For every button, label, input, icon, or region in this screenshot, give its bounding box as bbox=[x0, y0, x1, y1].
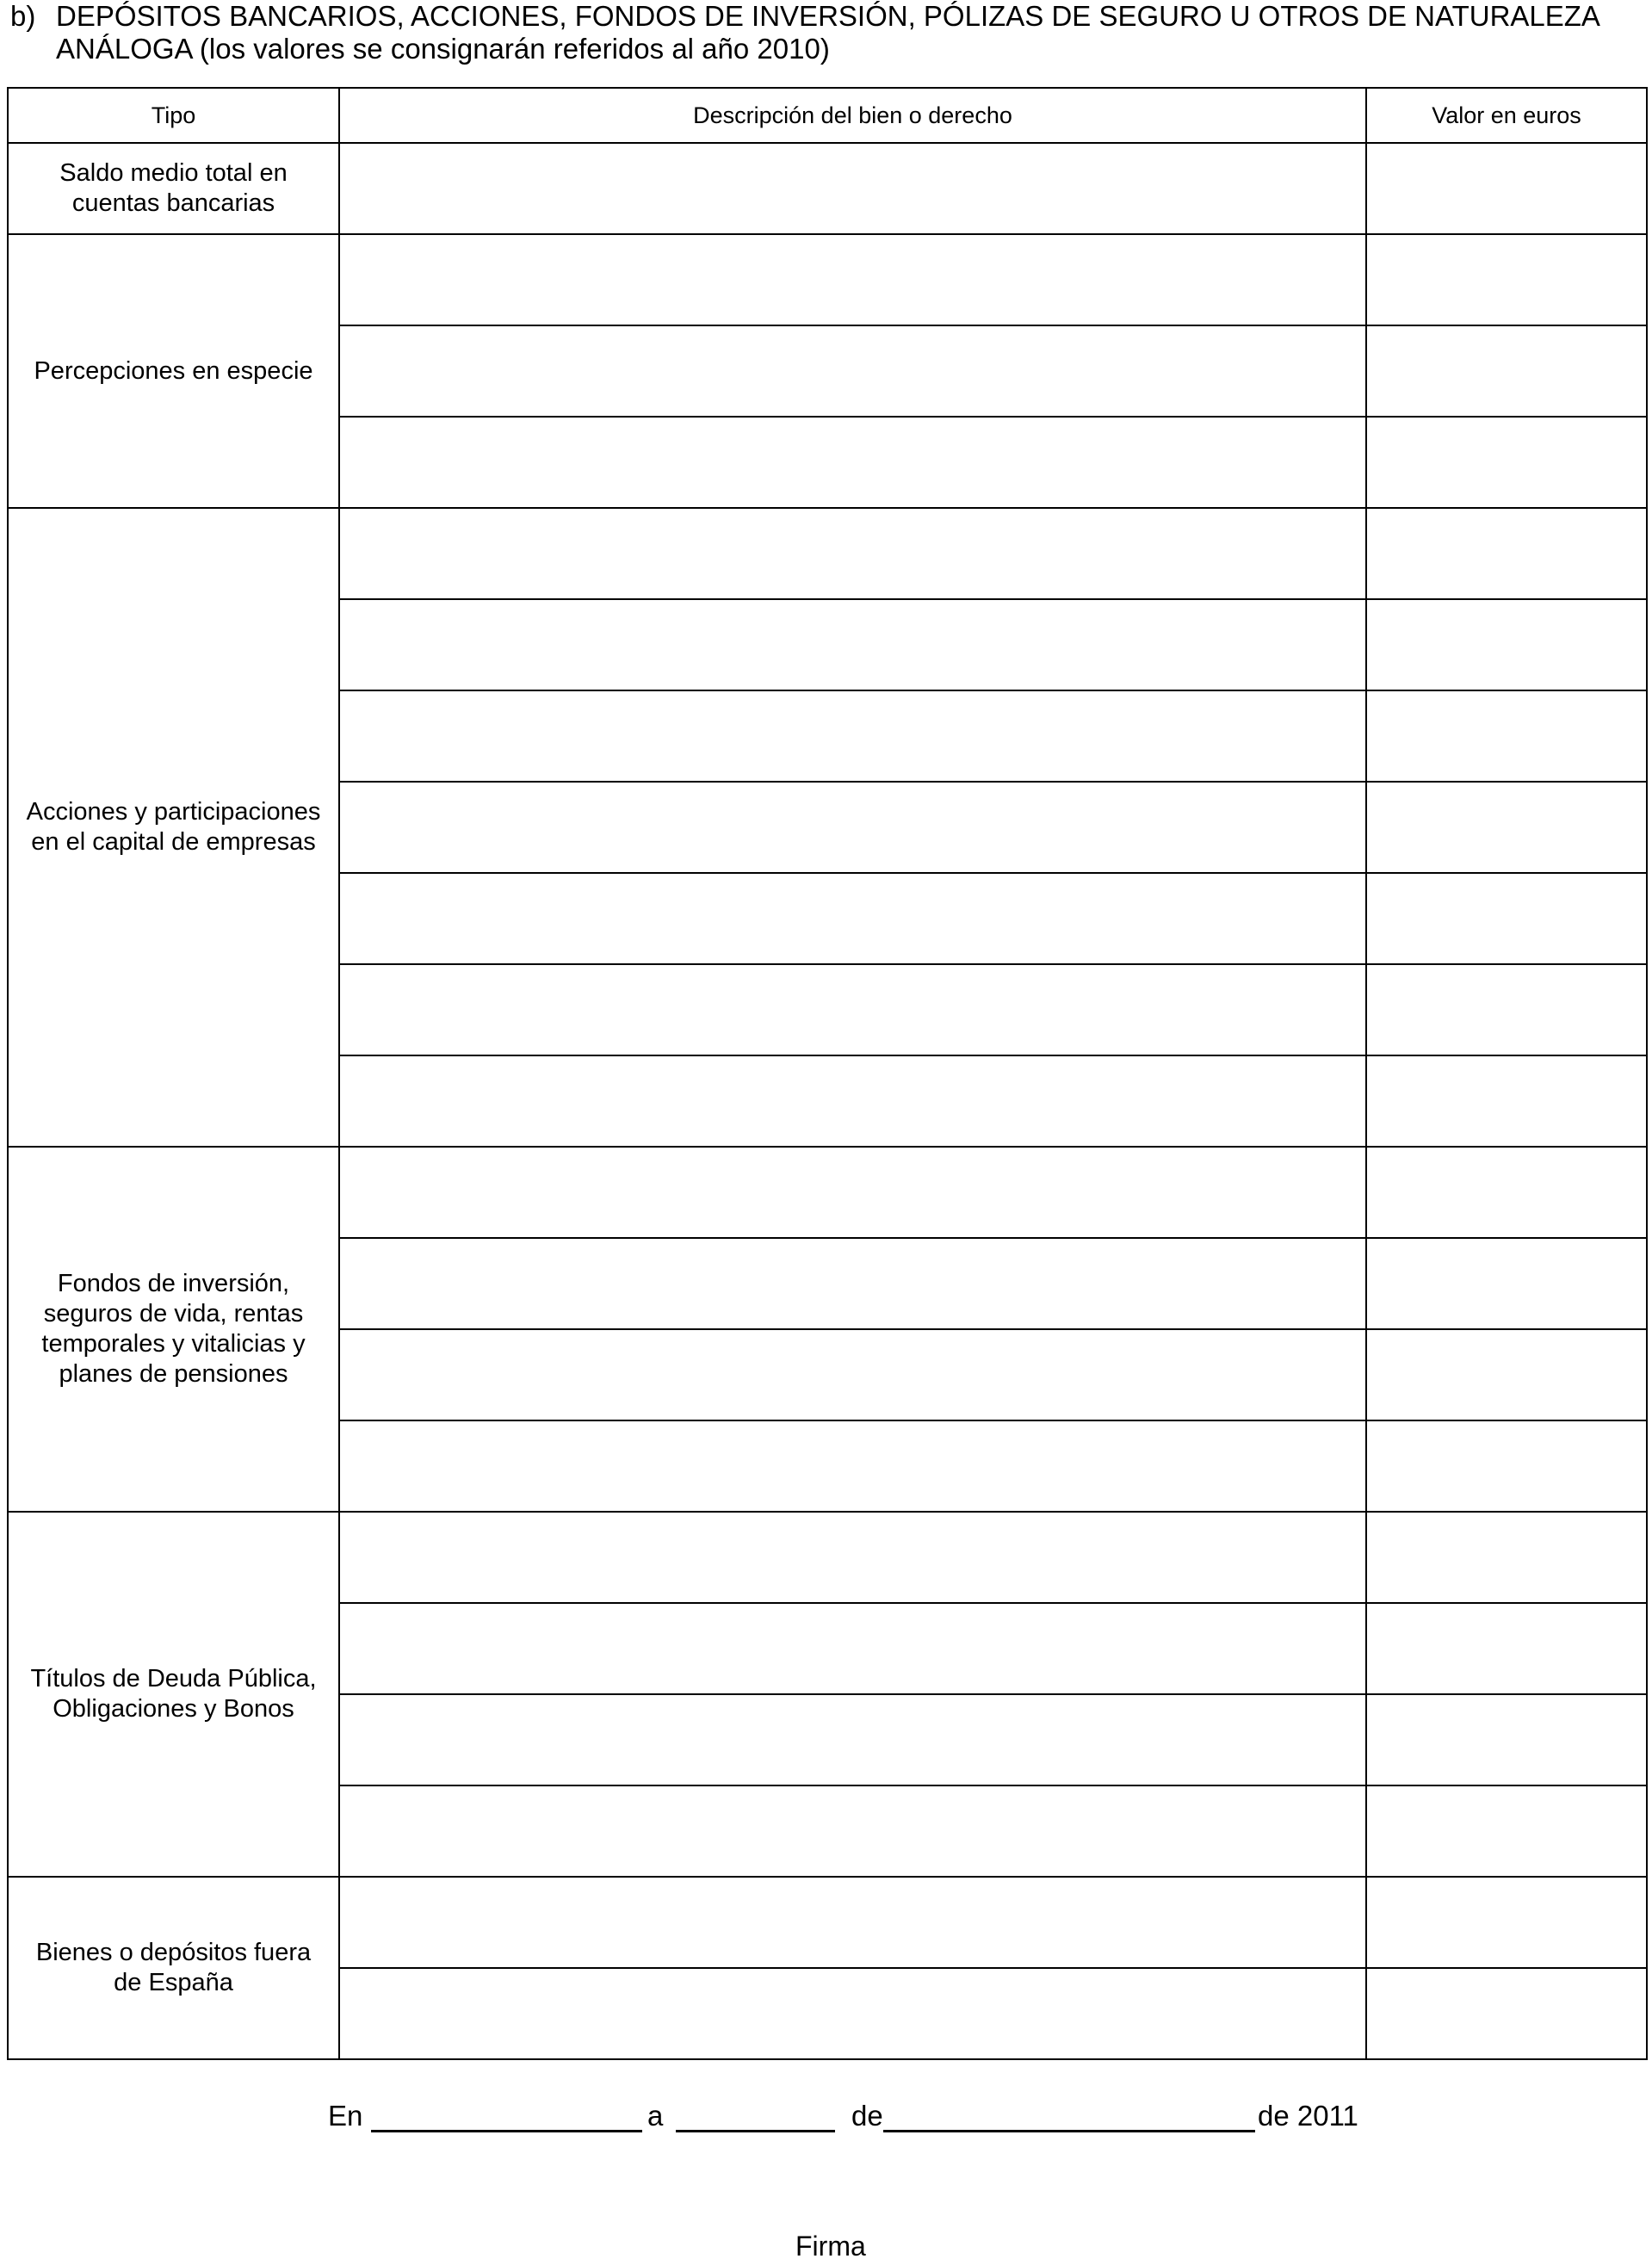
header-tipo: Tipo bbox=[8, 88, 339, 143]
valor-cell[interactable] bbox=[1366, 1512, 1647, 1603]
descripcion-cell[interactable] bbox=[339, 1329, 1366, 1420]
firma-label: Firma bbox=[795, 2231, 866, 2262]
descripcion-cell[interactable] bbox=[339, 1238, 1366, 1329]
table-row bbox=[8, 143, 1647, 234]
valor-cell[interactable] bbox=[1366, 782, 1647, 873]
descripcion-cell[interactable] bbox=[339, 1785, 1366, 1877]
descripcion-cell[interactable] bbox=[339, 325, 1366, 417]
tipo-cell: Títulos de Deuda Pública, Obligaciones y Bonos bbox=[8, 1512, 339, 1877]
valor-cell[interactable] bbox=[1366, 690, 1647, 782]
descripcion-cell[interactable] bbox=[339, 1420, 1366, 1512]
descripcion-cell[interactable] bbox=[339, 599, 1366, 690]
header-descripcion: Descripción del bien o derecho bbox=[339, 88, 1366, 143]
tipo-cell: Saldo medio total en cuentas bancarias bbox=[8, 143, 339, 234]
valor-cell[interactable] bbox=[1366, 325, 1647, 417]
descripcion-cell[interactable] bbox=[339, 1968, 1366, 2059]
valor-cell[interactable] bbox=[1366, 1329, 1647, 1420]
valor-cell[interactable] bbox=[1366, 234, 1647, 325]
place-blank[interactable] bbox=[371, 2099, 642, 2132]
table-body bbox=[8, 143, 1647, 2059]
day-blank[interactable] bbox=[676, 2099, 835, 2132]
valor-cell[interactable] bbox=[1366, 1968, 1647, 2059]
descripcion-cell[interactable] bbox=[339, 1877, 1366, 1968]
descripcion-cell[interactable] bbox=[339, 782, 1366, 873]
descripcion-cell[interactable] bbox=[339, 964, 1366, 1055]
tipo-cell: Percepciones en especie bbox=[8, 234, 339, 508]
date-a-label: a bbox=[647, 2100, 664, 2132]
section-title: DEPÓSITOS BANCARIOS, ACCIONES, FONDOS DE INVERSIÓN, PÓLIZAS DE SEGURO U OTROS DE NATURALEZA ANÁLOGA (los valores se consignarán referidos al año 2010) bbox=[56, 0, 1599, 65]
table-row bbox=[8, 508, 1647, 599]
assets-table bbox=[7, 87, 1648, 2060]
valor-cell[interactable] bbox=[1366, 1877, 1647, 1968]
valor-cell[interactable] bbox=[1366, 1603, 1647, 1694]
valor-cell[interactable] bbox=[1366, 1147, 1647, 1238]
date-year-label: de 2011 bbox=[1258, 2100, 1358, 2132]
valor-cell[interactable] bbox=[1366, 1694, 1647, 1785]
descripcion-cell[interactable] bbox=[339, 1055, 1366, 1147]
month-blank[interactable] bbox=[883, 2099, 1255, 2132]
valor-cell[interactable] bbox=[1366, 143, 1647, 234]
descripcion-cell[interactable] bbox=[339, 1603, 1366, 1694]
valor-cell[interactable] bbox=[1366, 417, 1647, 508]
descripcion-cell[interactable] bbox=[339, 1512, 1366, 1603]
table-row bbox=[8, 1147, 1647, 1238]
valor-cell[interactable] bbox=[1366, 873, 1647, 964]
date-en-label: En bbox=[328, 2100, 363, 2132]
header-valor: Valor en euros bbox=[1366, 88, 1647, 143]
valor-cell[interactable] bbox=[1366, 964, 1647, 1055]
descripcion-cell[interactable] bbox=[339, 873, 1366, 964]
tipo-cell: Acciones y participaciones en el capital de empresas bbox=[8, 508, 339, 1147]
tipo-cell: Fondos de inversión, seguros de vida, rentas temporales y vitalicias y planes de pensiones bbox=[8, 1147, 339, 1512]
descripcion-cell[interactable] bbox=[339, 417, 1366, 508]
descripcion-cell[interactable] bbox=[339, 1147, 1366, 1238]
descripcion-cell[interactable] bbox=[339, 143, 1366, 234]
table-row bbox=[8, 1877, 1647, 1968]
valor-cell[interactable] bbox=[1366, 599, 1647, 690]
valor-cell[interactable] bbox=[1366, 1420, 1647, 1512]
valor-cell[interactable] bbox=[1366, 1238, 1647, 1329]
table-row bbox=[8, 234, 1647, 325]
descripcion-cell[interactable] bbox=[339, 1694, 1366, 1785]
table-row bbox=[8, 1512, 1647, 1603]
valor-cell[interactable] bbox=[1366, 1055, 1647, 1147]
valor-cell[interactable] bbox=[1366, 508, 1647, 599]
date-de-label: de bbox=[851, 2100, 883, 2132]
section-letter: b) bbox=[10, 0, 36, 32]
descripcion-cell[interactable] bbox=[339, 234, 1366, 325]
descripcion-cell[interactable] bbox=[339, 508, 1366, 599]
descripcion-cell[interactable] bbox=[339, 690, 1366, 782]
tipo-cell: Bienes o depósitos fuera de España bbox=[8, 1877, 339, 2059]
table-header-row bbox=[8, 88, 1647, 143]
valor-cell[interactable] bbox=[1366, 1785, 1647, 1877]
